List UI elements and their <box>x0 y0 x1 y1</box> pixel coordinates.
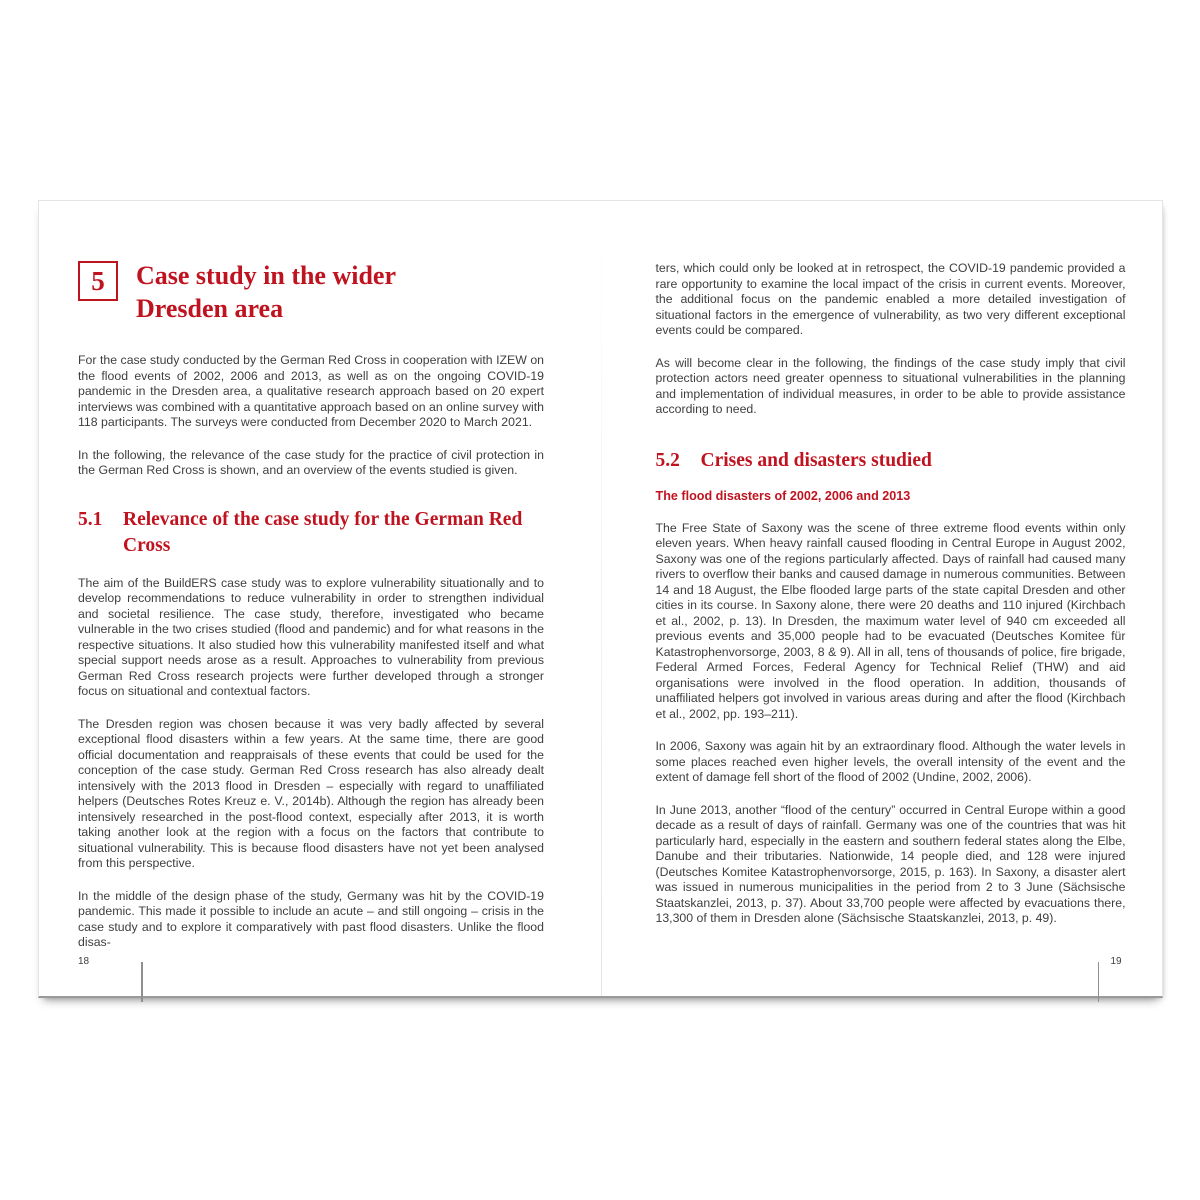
section-heading-5-1 <box>78 507 544 559</box>
page-19-content <box>601 201 1126 927</box>
section-title: Relevance of the case study for the German Red Cross <box>123 508 523 556</box>
section-title: Crises and disasters studied <box>700 449 932 471</box>
paragraph: The aim of the BuildERS case study was to explore vulnerability situationally and to develop recommendations to reduce vulnerability in order to strengthen individual and societal resilience. The case study, therefore, investigated who became vulnerable in the two crises studied (flood and pandemic) and for what reasons in the respective situations. It also studied how this vulnerability manifested itself and what special support needs arose as a result. Approaches to vulnerability from previous German Red Cross research projects were further developed through a stronger focus on situational and contextual factors. <box>78 575 544 698</box>
paragraph: The Dresden region was chosen because it was very badly affected by several exceptional flood disasters within a few years. At the same time, there are good official documentation and reappraisals of these events that could be used for the conception of the case study. German Red Cross research has also already dealt intensively with the 2013 flood in Dresden – especially with regard to unaffiliated helpers (Deutsches Rotes Kreuz e. V., 2014b). Although the region has already been intensively researched in the post-flood context, especially after 2013, it is worth taking another look at the region with a focus on the factors that contribute to situational vulnerability. This is because flood disasters have not yet been analysed from this perspective. <box>78 716 544 870</box>
section-number: 5.2 <box>655 449 680 471</box>
chapter-title: Case study in the wider Dresden area <box>136 261 396 323</box>
paragraph: In June 2013, another “flood of the century” occurred in Central Europe within a good decade as a result of days of rainfall. Germany was one of the countries that was hit particularly hard, especially in the eastern and southern federal states along the Elbe, Danube and their tributaries. Nationwide, 14 people died, and 128 were injured (Deutsches Komitee Katastrophenvorsorge, 2015, p. 163). In Saxony, a disaster alert was issued in numerous municipalities in the period from 2 to 3 June (Sächsische Staatskanzlei, 2013, p. 37). About 33,700 people were affected by evacuations there, 13,300 of them in Dresden alone (Sächsische Staatskanzlei, 2013, p. 49). <box>655 802 1126 925</box>
paragraph: In 2006, Saxony was again hit by an extraordinary flood. Although the water levels in some places reached even higher levels, the overall intensity of the event and the extent of damage fell short of the flood of 2002 (Undine, 2002, 2006). <box>655 739 1126 784</box>
chapter-header <box>78 259 544 333</box>
flood-disasters-subheading: The flood disasters of 2002, 2006 and 2013 <box>655 488 911 503</box>
page-18 <box>39 201 601 996</box>
chapter-number: 5 <box>91 265 105 296</box>
page-19 <box>601 201 1163 996</box>
footer-rule <box>141 962 143 1002</box>
paragraph: ters, which could only be looked at in retrospect, the COVID-19 pandemic provided a rare opportunity to examine the local impact of the crisis in current events. Moreover, the additional focus on the pandemic enabled a more detailed investigation of situational factors in the emergence of vulnerability, as two very different exceptional events could be compared. <box>655 261 1126 337</box>
paragraph: For the case study conducted by the German Red Cross in cooperation with IZEW on the flood events of 2002, 2006 and 2013, as well as on the ongoing COVID-19 pandemic in the Dresden area, a qualitative research approach based on 20 expert interviews was combined with a quantitative approach based on an online survey with 118 participants. The surveys were conducted from December 2020 to March 2021. <box>78 353 544 429</box>
footer-rule <box>1098 962 1100 1002</box>
page-footer-left <box>78 956 89 967</box>
section-number: 5.1 <box>78 508 103 530</box>
page-18-content <box>39 201 544 951</box>
book-spread <box>38 200 1163 998</box>
paragraph: In the middle of the design phase of the study, Germany was hit by the COVID-19 pandemic. This made it possible to include an acute – and still ongoing – crisis in the case study and to explore it comparatively with past flood disasters. Unlike the flood disas- <box>78 888 544 949</box>
page-number: 18 <box>78 956 90 967</box>
chapter-number-box <box>78 261 118 301</box>
section-heading-5-2 <box>656 448 1126 474</box>
page-number: 19 <box>1110 956 1122 967</box>
paragraph: The Free State of Saxony was the scene of three extreme flood events within only eleven years. When heavy rainfall caused flooding in Central Europe in August 2002, Saxony was one of the regions particularly affected. Days of rainfall had caused many rivers to overflow their banks and caused damage in numerous communities. Between 14 and 18 August, the Elbe flooded large parts of the state capital Dresden and other cities in its course. In Saxony alone, there were 20 deaths and 110 injured (Kirchbach et al., 2002, p. 13). In Dresden, the maximum water level of 940 cm exceeded all previous events and 35,000 people had to be evacuated (Deutsches Komitee für Katastrophenvorsorge, 2003, 8 & 9). All in all, tens of thousands of police, fire brigade, Federal Armed Forces, Federal Agency for Technical Relief (THW) and aid organisations were involved in the flood operation. In addition, thousands of unaffiliated helpers got involved in various areas during and after the flood (Kirchbach et al., 2002, pp. 193–211). <box>655 520 1126 721</box>
paragraph: In the following, the relevance of the case study for the practice of civil protection in the German Red Cross is shown, and an overview of the events studied is given. <box>78 447 544 477</box>
paragraph: As will become clear in the following, the findings of the case study imply that civil protection actors need greater openness to situational vulnerabilities in the planning and implementation of individual measures, in order to be able to provide assistance according to need. <box>655 355 1126 416</box>
